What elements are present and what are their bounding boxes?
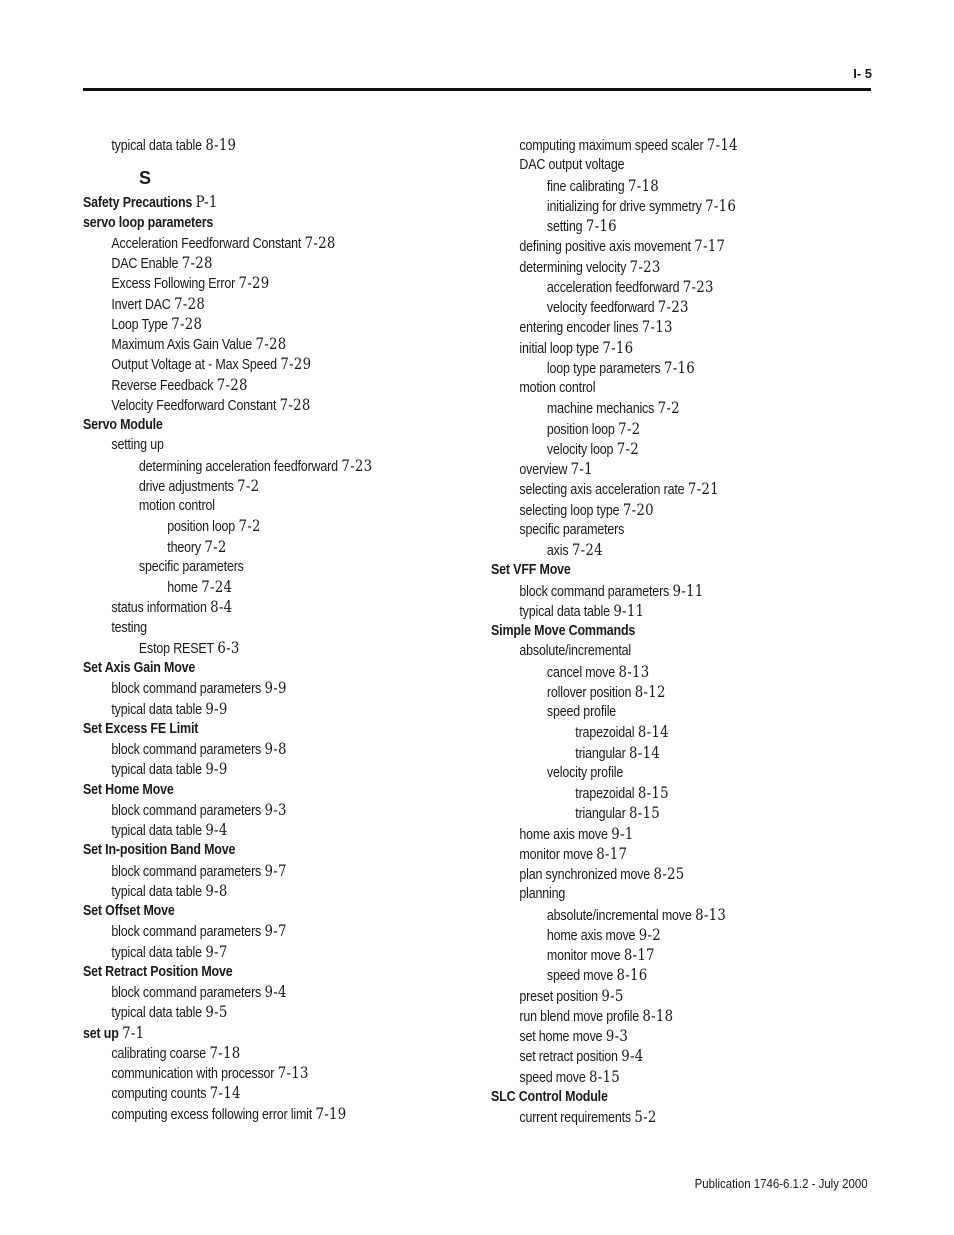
index-subentry xyxy=(491,1067,835,1087)
index-term: rollover position xyxy=(546,684,632,701)
index-term: motion control xyxy=(519,380,596,396)
index-subentry xyxy=(83,435,418,455)
index-term: specific parameters xyxy=(138,558,244,575)
index-term: SLC Control Module xyxy=(491,1088,608,1105)
index-page-ref[interactable]: 9-7 xyxy=(264,861,287,880)
index-page-ref[interactable]: 9-7 xyxy=(205,942,228,961)
index-page-ref[interactable]: 7-19 xyxy=(315,1104,347,1123)
index-subentry xyxy=(491,986,835,1006)
index-subentry xyxy=(83,597,418,617)
index-page-ref[interactable]: 9-4 xyxy=(621,1047,644,1066)
index-subentry xyxy=(83,294,418,314)
index-term: current requirements xyxy=(519,1110,631,1126)
index-subentry xyxy=(83,577,418,597)
index-term: Set Retract Position Move xyxy=(83,963,233,980)
index-page-ref[interactable]: 9-5 xyxy=(601,986,624,1005)
index-subentry xyxy=(491,844,835,864)
index-subentry xyxy=(83,135,418,155)
index-subentry xyxy=(491,1006,835,1026)
index-page-ref[interactable]: 8-18 xyxy=(642,1006,674,1025)
index-subentry xyxy=(491,1107,835,1127)
index-term: Safety Precautions xyxy=(83,195,193,212)
index-term: calibrating coarse xyxy=(111,1045,207,1062)
index-term: setting xyxy=(546,219,583,235)
index-page-ref[interactable]: 9-9 xyxy=(205,760,228,779)
index-subentry xyxy=(83,861,418,881)
index-term: initial loop type xyxy=(519,340,599,357)
index-term: home axis move xyxy=(546,927,636,944)
index-page-ref[interactable]: 7-24 xyxy=(201,578,233,596)
index-page-ref[interactable]: 7-16 xyxy=(705,196,737,215)
index-subentry xyxy=(491,500,835,520)
index-page-ref[interactable]: 9-8 xyxy=(264,740,287,758)
index-term: DAC output voltage xyxy=(519,157,625,174)
index-page-ref[interactable]: 9-2 xyxy=(638,925,661,944)
index-page-ref[interactable]: 7-1 xyxy=(570,460,593,478)
index-subentry xyxy=(83,496,418,516)
index-term: drive adjustments xyxy=(138,478,234,495)
index-subentry xyxy=(491,358,835,378)
index-subentry xyxy=(491,702,835,722)
index-page-ref[interactable]: 7-29 xyxy=(238,274,270,293)
index-subentry xyxy=(83,638,418,658)
index-subentry xyxy=(491,662,835,682)
index-term: home xyxy=(167,580,198,596)
index-page-ref[interactable]: 7-2 xyxy=(204,537,227,556)
index-heading xyxy=(83,1023,418,1043)
index-subentry xyxy=(83,820,418,840)
index-subentry xyxy=(491,641,835,661)
index-page-ref[interactable]: 7-23 xyxy=(341,456,373,475)
index-page-ref[interactable]: 8-14 xyxy=(628,743,660,762)
index-term: Estop RESET xyxy=(138,640,214,657)
index-subentry xyxy=(491,1046,835,1066)
index-term: Excess Following Error xyxy=(111,276,236,293)
index-page-ref[interactable]: 9-7 xyxy=(264,922,287,941)
header-rule xyxy=(83,88,871,91)
index-page-ref[interactable]: 7-28 xyxy=(279,395,311,414)
index-page-ref[interactable]: 7-2 xyxy=(237,476,260,495)
index-subentry xyxy=(491,176,835,196)
index-term: machine mechanics xyxy=(546,401,655,418)
index-term: position loop xyxy=(546,421,615,438)
index-subentry xyxy=(83,942,418,962)
index-term: trapezoidal xyxy=(575,725,635,742)
index-term: absolute/incremental xyxy=(519,643,632,660)
index-subentry xyxy=(491,378,835,398)
index-page-ref[interactable]: 8-15 xyxy=(589,1067,621,1086)
index-heading xyxy=(83,658,418,678)
index-subentry xyxy=(491,257,835,277)
index-term: servo loop parameters xyxy=(83,214,214,231)
index-page-ref[interactable]: 7-1 xyxy=(122,1023,145,1042)
index-subentry xyxy=(491,864,835,884)
index-page-ref[interactable]: 8-16 xyxy=(616,966,648,985)
index-term: selecting loop type xyxy=(519,502,620,519)
index-page-ref[interactable]: 7-18 xyxy=(628,176,659,195)
index-term: set home move xyxy=(519,1029,603,1045)
index-subentry xyxy=(491,520,835,540)
index-term: block command parameters xyxy=(111,681,262,698)
index-subentry xyxy=(491,905,835,925)
index-subentry xyxy=(83,354,418,374)
index-term: typical data table xyxy=(111,1005,202,1022)
index-page-ref[interactable]: 7-13 xyxy=(277,1064,309,1082)
index-page-ref[interactable]: 8-15 xyxy=(628,804,660,823)
index-subentry xyxy=(83,476,418,496)
index-page-ref[interactable]: 5-2 xyxy=(634,1108,657,1126)
index-subentry xyxy=(83,1083,418,1103)
index-term: setting up xyxy=(111,437,164,454)
index-subentry xyxy=(83,375,418,395)
index-term: defining positive axis movement xyxy=(519,239,691,256)
index-heading xyxy=(83,962,418,982)
index-page-ref[interactable]: 7-16 xyxy=(585,217,617,235)
index-subentry xyxy=(491,884,835,904)
index-subentry xyxy=(83,314,418,334)
index-subentry xyxy=(83,921,418,941)
index-term: velocity feedforward xyxy=(546,300,655,316)
index-term: typical data table xyxy=(111,883,202,900)
index-subentry xyxy=(491,824,835,844)
index-term: computing maximum speed scaler xyxy=(519,138,704,154)
index-term: Loop Type xyxy=(111,316,168,333)
index-term: overview xyxy=(519,462,568,478)
index-subentry xyxy=(491,682,835,702)
index-page-ref[interactable]: 7-23 xyxy=(629,257,661,276)
index-term: block command parameters xyxy=(111,924,262,941)
index-term: block command parameters xyxy=(111,985,262,1001)
index-subentry xyxy=(491,439,835,459)
index-term: position loop xyxy=(167,519,236,536)
index-subentry xyxy=(83,800,418,820)
index-term: run blend move profile xyxy=(519,1008,639,1025)
index-subentry xyxy=(83,456,418,476)
index-subentry xyxy=(491,1026,835,1046)
index-subentry xyxy=(83,1104,418,1124)
index-term: DAC Enable xyxy=(111,256,179,272)
index-term: velocity loop xyxy=(546,441,614,458)
index-page-ref[interactable]: 7-28 xyxy=(216,375,248,394)
index-subentry xyxy=(491,722,835,742)
index-subentry xyxy=(491,216,835,236)
index-subentry xyxy=(491,945,835,965)
index-term: Simple Move Commands xyxy=(491,623,636,639)
index-subentry xyxy=(491,783,835,803)
index-subentry xyxy=(491,925,835,945)
index-subentry xyxy=(83,699,418,719)
index-term: axis xyxy=(546,543,569,559)
index-page-ref[interactable]: 8-17 xyxy=(596,844,628,863)
index-page-ref[interactable]: 7-14 xyxy=(209,1084,241,1103)
index-subentry xyxy=(491,479,835,499)
index-term: typical data table xyxy=(111,762,202,779)
index-page-ref[interactable]: 9-3 xyxy=(264,800,287,819)
index-heading xyxy=(83,780,418,800)
index-subentry xyxy=(491,763,835,783)
index-subentry xyxy=(491,155,835,175)
index-term: determining acceleration feedforward xyxy=(138,458,338,475)
index-term: typical data table xyxy=(519,603,610,620)
index-term: Set Offset Move xyxy=(83,903,175,919)
index-page-ref[interactable]: 7-13 xyxy=(641,318,673,337)
index-page-ref[interactable]: 7-14 xyxy=(706,136,738,154)
index-term: speed move xyxy=(519,1069,586,1086)
index-subentry xyxy=(83,395,418,415)
index-page-ref[interactable]: 7-28 xyxy=(174,294,206,313)
index-subentry xyxy=(491,540,835,560)
index-page-ref[interactable]: 8-14 xyxy=(637,723,669,742)
index-page-ref[interactable]: 8-19 xyxy=(205,136,237,154)
index-subentry xyxy=(83,537,418,557)
index-subentry xyxy=(83,982,418,1002)
index-subentry xyxy=(491,581,835,601)
index-subentry xyxy=(83,253,418,273)
index-subentry xyxy=(83,516,418,536)
index-page-ref[interactable]: 7-20 xyxy=(622,500,654,519)
index-term: theory xyxy=(167,539,201,556)
index-page-ref[interactable]: 7-23 xyxy=(657,298,689,316)
index-page-ref[interactable]: 8-13 xyxy=(618,662,650,681)
index-term: preset position xyxy=(519,988,598,1005)
index-page-ref[interactable]: 7-2 xyxy=(616,439,639,458)
index-heading xyxy=(83,840,418,860)
index-term: Set Excess FE Limit xyxy=(83,720,199,737)
index-page-ref[interactable]: 7-16 xyxy=(664,358,696,377)
index-subentry xyxy=(83,739,418,759)
index-term: initializing for drive symmetry xyxy=(546,198,702,215)
index-term: planning xyxy=(519,886,566,903)
index-page-ref[interactable]: 9-8 xyxy=(205,881,228,900)
index-subentry xyxy=(491,297,835,317)
index-heading xyxy=(491,1087,835,1107)
index-term: testing xyxy=(111,619,147,636)
index-subentry xyxy=(83,334,418,354)
index-heading xyxy=(83,192,418,212)
index-term: entering encoder lines xyxy=(519,320,639,337)
index-term: Set Home Move xyxy=(83,781,174,798)
index-page-ref[interactable]: 7-21 xyxy=(687,480,719,499)
index-page-ref[interactable]: 7-28 xyxy=(255,335,287,353)
index-subentry xyxy=(83,233,418,253)
index-subentry xyxy=(83,1043,418,1063)
index-subentry xyxy=(83,759,418,779)
index-page-ref[interactable]: P-1 xyxy=(195,193,218,212)
index-term: velocity profile xyxy=(546,764,624,781)
index-page-ref[interactable]: 7-28 xyxy=(181,254,213,272)
index-subentry xyxy=(83,618,418,638)
index-term: triangular xyxy=(575,806,626,823)
index-page-ref[interactable]: 7-24 xyxy=(571,541,603,559)
index-subentry xyxy=(491,338,835,358)
index-subentry xyxy=(83,881,418,901)
index-subentry xyxy=(491,196,835,216)
index-heading xyxy=(83,213,418,233)
index-term: selecting axis acceleration rate xyxy=(519,482,685,499)
index-term: loop type parameters xyxy=(546,360,661,377)
index-column-left xyxy=(83,135,473,1124)
index-column-right xyxy=(491,135,891,1127)
index-term: typical data table xyxy=(111,138,202,154)
index-term: communication with processor xyxy=(111,1066,275,1082)
index-subentry xyxy=(491,459,835,479)
index-term: block command parameters xyxy=(111,863,262,880)
index-term: set retract position xyxy=(519,1049,618,1066)
index-page-ref[interactable]: 9-9 xyxy=(264,679,287,698)
index-term: absolute/incremental move xyxy=(546,907,692,924)
index-page-ref[interactable]: 9-4 xyxy=(205,821,228,839)
index-term: computing excess following error limit xyxy=(111,1106,313,1123)
publication-footer: Publication 1746-6.1.2 - July 2000 xyxy=(695,1176,868,1191)
index-subentry xyxy=(83,1063,418,1083)
index-term: block command parameters xyxy=(111,742,262,758)
index-subentry xyxy=(491,601,835,621)
index-heading xyxy=(491,560,835,580)
index-heading xyxy=(83,901,418,921)
index-term: Output Voltage at - Max Speed xyxy=(111,357,277,374)
index-subentry xyxy=(83,557,418,577)
index-page-ref[interactable]: 7-18 xyxy=(209,1043,241,1062)
index-term: monitor move xyxy=(546,948,621,964)
index-term: block command parameters xyxy=(519,583,670,600)
index-section-letter: S xyxy=(139,168,152,189)
index-page-ref[interactable]: 7-2 xyxy=(238,517,261,536)
index-term: speed profile xyxy=(546,704,617,720)
index-term: Maximum Axis Gain Value xyxy=(111,337,253,353)
index-term: trapezoidal xyxy=(575,786,635,802)
index-page-ref[interactable]: 9-11 xyxy=(672,581,704,600)
index-term: determining velocity xyxy=(519,259,627,276)
index-term: Invert DAC xyxy=(111,296,171,313)
index-page-ref[interactable]: 9-4 xyxy=(264,983,287,1001)
index-page-ref[interactable]: 7-29 xyxy=(280,355,312,374)
index-heading xyxy=(83,719,418,739)
index-term: Set In-position Band Move xyxy=(83,842,236,859)
index-subentry xyxy=(491,419,835,439)
index-page-ref[interactable]: 9-1 xyxy=(611,824,634,843)
index-term: Acceleration Feedforward Constant xyxy=(111,235,302,252)
page-number: I- 5 xyxy=(853,66,872,81)
index-term: fine calibrating xyxy=(546,178,625,195)
index-subentry xyxy=(491,965,835,985)
index-subentry xyxy=(491,317,835,337)
index-page-ref[interactable]: 9-9 xyxy=(205,699,228,718)
index-heading xyxy=(83,415,418,435)
index-term: typical data table xyxy=(111,701,202,718)
index-term: triangular xyxy=(575,745,626,762)
index-term: acceleration feedforward xyxy=(546,279,680,296)
index-page-ref[interactable]: 7-23 xyxy=(682,277,714,296)
index-page-ref[interactable]: 8-12 xyxy=(634,682,666,701)
index-term: Set VFF Move xyxy=(491,562,571,579)
index-page-ref[interactable]: 7-28 xyxy=(304,233,336,252)
index-page-ref[interactable]: 7-2 xyxy=(618,419,641,438)
index-page-ref[interactable]: 6-3 xyxy=(217,638,240,657)
index-term: status information xyxy=(111,600,207,617)
index-page-ref[interactable]: 7-2 xyxy=(657,399,680,418)
index-term: Reverse Feedback xyxy=(111,377,214,394)
index-page-ref[interactable]: 9-3 xyxy=(605,1027,629,1045)
index-page-ref[interactable]: 7-16 xyxy=(602,338,634,357)
index-term: Set Axis Gain Move xyxy=(83,660,196,676)
index-term: motion control xyxy=(138,498,215,514)
index-term: block command parameters xyxy=(111,802,262,819)
index-term: cancel move xyxy=(546,664,616,681)
index-term: Velocity Feedforward Constant xyxy=(111,397,277,414)
index-term: monitor move xyxy=(519,846,593,863)
index-page-ref[interactable]: 9-11 xyxy=(613,601,645,620)
index-page-ref[interactable]: 8-25 xyxy=(653,865,685,883)
index-page-ref[interactable]: 9-5 xyxy=(205,1003,228,1022)
index-subentry xyxy=(83,1002,418,1022)
index-subentry xyxy=(491,236,835,256)
index-term: Servo Module xyxy=(83,417,163,433)
index-page-ref[interactable]: 7-17 xyxy=(694,237,726,256)
index-term: plan synchronized move xyxy=(519,867,651,883)
index-subentry xyxy=(491,398,835,418)
index-term: set up xyxy=(83,1025,119,1042)
index-page-ref[interactable]: 8-17 xyxy=(623,946,655,964)
index-page-ref[interactable]: 8-15 xyxy=(637,784,669,802)
index-subentry xyxy=(491,277,835,297)
index-term: home axis move xyxy=(519,826,608,843)
index-subentry xyxy=(491,743,835,763)
index-term: typical data table xyxy=(111,823,202,839)
index-page-ref[interactable]: 8-4 xyxy=(210,598,233,617)
index-page-ref[interactable]: 8-13 xyxy=(695,905,727,924)
index-subentry xyxy=(491,135,835,155)
index-page-ref[interactable]: 7-28 xyxy=(171,314,203,333)
index-term: speed move xyxy=(546,968,614,985)
index-term: typical data table xyxy=(111,944,202,961)
index-term: specific parameters xyxy=(519,521,625,538)
index-term: computing counts xyxy=(111,1086,207,1103)
index-subentry xyxy=(83,678,418,698)
index-subentry xyxy=(83,273,418,293)
index-heading xyxy=(491,621,835,641)
index-subentry xyxy=(491,803,835,823)
